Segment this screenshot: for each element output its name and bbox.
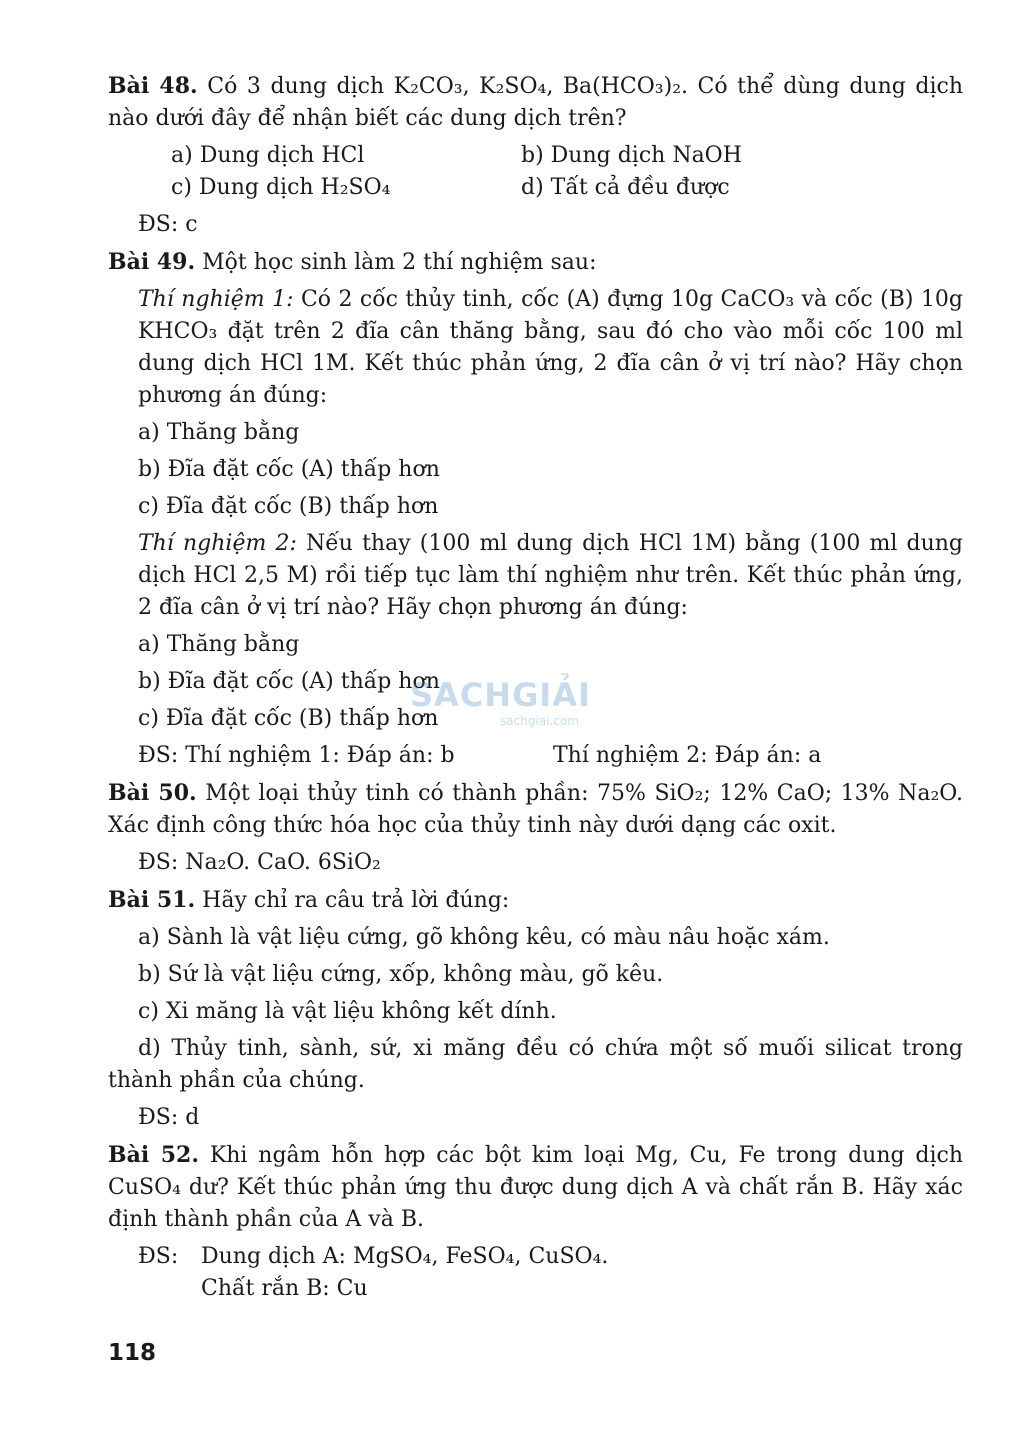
watermark-url: sachgiai.com [500,714,579,728]
exercise-52-answer-b: Chất rắn B: Cu [201,1276,368,1301]
experiment-2-option-c: c) Đĩa đặt cốc (B) thấp hơn [138,706,439,731]
exercise-51-option-c: c) Xi măng là vật liệu không kết dính. [138,999,557,1024]
exercise-49-answer-1: ĐS: Thí nghiệm 1: Đáp án: b [138,743,455,768]
exercise-48-option-d: d) Tất cả đều được [521,175,730,200]
exercise-51-option-b: b) Sứ là vật liệu cứng, xốp, không màu, gõ kêu. [138,962,664,987]
exercise-49-title: Bài 49. [108,249,196,275]
exercise-52-answer [108,1241,963,1305]
watermark-text: SACHGIẢI [410,676,591,714]
exercise-49-answer-2: Thí nghiệm 2: Đáp án: a [553,743,822,768]
exercise-51-option-a: a) Sành là vật liệu cứng, gõ không kêu, có màu nâu hoặc xám. [138,925,830,950]
exercise-49-intro: Một học sinh làm 2 thí nghiệm sau: [202,250,597,275]
exercise-51-title: Bài 51. [108,887,196,913]
exercise-51-option-d: d) Thủy tinh, sành, sứ, xi măng đều có chứa một số muối silicat trong thành phần của chúng. [108,1036,963,1093]
experiment-1-body: Có 2 cốc thủy tinh, cốc (A) đựng 10g CaCO₃ và cốc (B) 10g KHCO₃ đặt trên 2 đĩa cân thăng bằng, sau đó cho vào mỗi cốc 100 ml dung dịch HCl 1M. Kết thúc phản ứng, 2 đĩa cân ở vị trí nào? Hãy chọn phương án đúng: [138,287,963,408]
exercise-51-statement [108,884,963,917]
exercise-49-statement [108,246,963,279]
experiment-1-option-c: c) Đĩa đặt cốc (B) thấp hơn [138,494,439,519]
exercise-50-statement [108,777,963,842]
experiment-2-label: Thí nghiệm 2: [138,531,297,556]
exercise-52-body: Khi ngâm hỗn hợp các bột kim loại Mg, Cu, Fe trong dung dịch CuSO₄ dư? Kết thúc phản ứng thu được dung dịch A và chất rắn B. Hãy xác định thành phần của A và B. [108,1143,964,1232]
exercise-50-title: Bài 50. [108,780,197,806]
exercise-48-option-a: a) Dung dịch HCl [171,143,365,168]
document-page [108,70,963,1305]
exercise-48-body: Có 3 dung dịch K₂CO₃, K₂SO₄, Ba(HCO₃)₂. Có thể dùng dung dịch nào dưới đây để nhận biết các dung dịch trên? [108,74,964,131]
exercise-51-answer: ĐS: d [138,1105,200,1130]
experiment-1-option-a: a) Thăng bằng [138,420,300,445]
experiment-2-body: Nếu thay (100 ml dung dịch HCl 1M) bằng (100 ml dung dịch HCl 2,5 M) rồi tiếp tục làm thí nghiệm như trên. Kết thúc phản ứng, 2 đĩa cân ở vị trí nào? Hãy chọn phương án đúng: [138,531,963,620]
exercise-51-intro: Hãy chỉ ra câu trả lời đúng: [202,888,510,913]
exercise-52-title: Bài 52. [108,1142,199,1168]
exercise-48-statement [108,70,963,135]
exercise-48-answer: ĐS: c [138,212,198,237]
exercise-49-experiment-1 [108,284,963,412]
experiment-2-option-a: a) Thăng bằng [138,632,300,657]
exercise-52-answer-a: Dung dịch A: MgSO₄, FeSO₄, CuSO₄. [201,1244,609,1269]
exercise-50-answer: ĐS: Na₂O. CaO. 6SiO₂ [138,850,381,875]
page-number: 118 [108,1340,157,1366]
exercise-52-statement [108,1139,963,1236]
experiment-1-option-b: b) Đĩa đặt cốc (A) thấp hơn [138,457,440,482]
exercise-49-answer [108,740,963,772]
exercise-48-option-c: c) Dung dịch H₂SO₄ [171,175,391,200]
exercise-48-option-b: b) Dung dịch NaOH [521,143,742,168]
exercise-50-body: Một loại thủy tinh có thành phần: 75% SiO₂; 12% CaO; 13% Na₂O. Xác định công thức hóa học của thủy tinh này dưới dạng các oxit. [108,781,964,838]
exercise-48-options [108,140,963,204]
experiment-2-option-b: b) Đĩa đặt cốc (A) thấp hơn [138,669,440,694]
exercise-52-answer-label: ĐS: [138,1244,179,1269]
exercise-48-title: Bài 48. [108,73,198,99]
experiment-1-label: Thí nghiệm 1: [138,287,294,312]
exercise-49-experiment-2 [108,528,963,624]
